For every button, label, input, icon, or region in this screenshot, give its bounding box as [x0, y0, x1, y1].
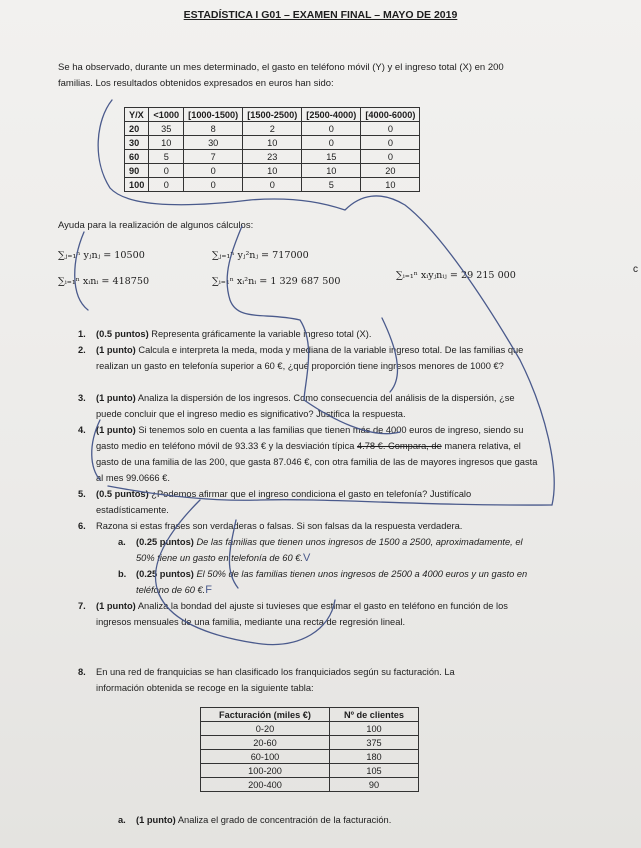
table-cell: 23 — [243, 150, 302, 164]
question-points: (0.5 puntos) — [96, 489, 149, 499]
question-4 — [78, 422, 538, 486]
table-row — [201, 750, 419, 764]
column-header: Facturación (miles €) — [201, 708, 330, 722]
table-cell: 0 — [184, 164, 243, 178]
table-cell: 5 — [149, 150, 184, 164]
question-6a — [118, 534, 538, 566]
question-text: El 50% de las familias tienen unos ingresos de 2500 a 4000 euros y un gasto en teléfono de 60 €. — [136, 569, 528, 595]
question-text: ¿Podemos afirmar que el ingreso condiciona el gasto en telefonía? Justifícalo estadísticamente. — [96, 489, 472, 515]
table-cell: 0 — [184, 178, 243, 192]
table-cell: 375 — [330, 736, 419, 750]
formula-sum-x: ∑ᵢ₌₁ⁿ xᵢnᵢ = 418750 — [58, 276, 150, 287]
struck-text: 4.78 €. Compara, de — [357, 441, 442, 451]
table-row — [201, 778, 419, 792]
table-cell: 30 — [184, 136, 243, 150]
question-8a — [118, 812, 538, 828]
table-row — [125, 178, 420, 192]
table-cell: 10 — [243, 136, 302, 150]
table-cell: 90 — [330, 778, 419, 792]
table-cell: 15 — [302, 150, 361, 164]
row-header-cell: 100 — [125, 178, 149, 192]
revenue-table — [200, 707, 419, 792]
table-cell: 0 — [149, 178, 184, 192]
question-text: De las familias que tienen unos ingresos de 1500 a 2500, aproximadamente, el 50% tiene un gasto en telefonía de 60 €. — [136, 537, 523, 563]
table-row — [201, 722, 419, 736]
intro-paragraph: Se ha observado, durante un mes determinado, el gasto en teléfono móvil (Y) y el ingreso total (X) en 200 familias. Los resultados obtenidos expresados en euros han sido: — [58, 62, 504, 89]
table-cell: 0 — [361, 136, 420, 150]
table-cell: 0 — [302, 136, 361, 150]
page-title: ESTADÍSTICA I G01 – EXAMEN FINAL – MAYO DE 2019 — [183, 9, 458, 21]
table-cell: 10 — [149, 136, 184, 150]
question-number: 2. — [78, 345, 86, 355]
pen-stroke — [75, 232, 88, 310]
table-cell: 105 — [330, 764, 419, 778]
table-cell: 35 — [149, 122, 184, 136]
column-header: [2500-4000) — [302, 108, 361, 122]
formula-sum-xy: ∑ᵢ₌₁ⁿ xᵢyⱼnᵢⱼ = 29 215 000 — [396, 270, 516, 281]
question-text: Analiza la bondad del ajuste si tuvieses que estimar el gasto en teléfono en función de los ingresos mensuales de una familia, mediante una recta de regresión lineal. — [96, 601, 508, 627]
question-2 — [78, 342, 538, 374]
question-number: 4. — [78, 425, 86, 435]
table-cell: 0 — [149, 164, 184, 178]
table-cell: 20-60 — [201, 736, 330, 750]
stray-mark: c — [633, 264, 638, 275]
question-number: 3. — [78, 393, 86, 403]
table-cell: 2 — [243, 122, 302, 136]
handwritten-answer-mark: V — [302, 552, 311, 564]
row-header-cell: 20 — [125, 122, 149, 136]
table-cell: 0 — [243, 178, 302, 192]
table-cell: 10 — [302, 164, 361, 178]
table-cell: 0 — [302, 122, 361, 136]
question-7 — [78, 598, 538, 630]
question-5 — [78, 486, 538, 518]
question-number: 8. — [78, 667, 86, 677]
column-header: Nº de clientes — [330, 708, 419, 722]
column-header: Y/X — [125, 108, 149, 122]
question-6 — [78, 518, 538, 534]
question-number: 1. — [78, 329, 86, 339]
question-points: (0.25 puntos) — [136, 537, 194, 547]
table-row — [201, 764, 419, 778]
table-row — [125, 136, 420, 150]
table-cell: 180 — [330, 750, 419, 764]
question-number: 6. — [78, 521, 86, 531]
table-row — [125, 164, 420, 178]
question-number: 7. — [78, 601, 86, 611]
question-number: 5. — [78, 489, 86, 499]
question-points: (1 punto) — [136, 815, 176, 825]
question-points: (0.5 puntos) — [96, 329, 149, 339]
table-cell: 100 — [330, 722, 419, 736]
question-3 — [78, 390, 538, 422]
table-row — [125, 122, 420, 136]
column-header: <1000 — [149, 108, 184, 122]
table-cell: 8 — [184, 122, 243, 136]
question-points: (0.25 puntos) — [136, 569, 194, 579]
question-points: (1 punto) — [96, 393, 136, 403]
formula-sum-y-squared: ∑ⱼ₌₁ⁿ yⱼ²nⱼ = 717000 — [212, 250, 309, 261]
row-header-cell: 60 — [125, 150, 149, 164]
table-cell: 0 — [361, 150, 420, 164]
question-text: Razona si estas frases son verdaderas o falsas. Si son falsas da la respuesta verdadera. — [96, 521, 463, 531]
table-cell: 20 — [361, 164, 420, 178]
question-6b — [118, 566, 538, 598]
table-cell: 10 — [361, 178, 420, 192]
column-header: [1500-2500) — [243, 108, 302, 122]
question-number: b. — [118, 569, 127, 579]
table-header-row — [201, 708, 419, 722]
question-points: (1 punto) — [96, 345, 136, 355]
row-header-cell: 30 — [125, 136, 149, 150]
question-text: Analiza la dispersión de los ingresos. Como consecuencia del análisis de la dispersión, ¿se puede concluir que el ingreso medio es significativo? Justifica la respuesta. — [96, 393, 515, 419]
table-cell: 60-100 — [201, 750, 330, 764]
table-cell: 0 — [361, 122, 420, 136]
table-header-row — [125, 108, 420, 122]
table-row — [125, 150, 420, 164]
question-text-continued: manera relativa, el gasto de una familia de las 200, que gasta 87.046 €, con otra familia de las de mayores ingresos que gasta al mes 99.0666 €. — [96, 441, 538, 483]
table-cell: 0-20 — [201, 722, 330, 736]
column-header: [4000-6000) — [361, 108, 420, 122]
question-text: En una red de franquicias se han clasificado los franquiciados según su facturación. La información obtenida se recoge en la siguiente tabla: — [96, 667, 455, 693]
table-cell: 200-400 — [201, 778, 330, 792]
formula-sum-y: ∑ⱼ₌₁ⁿ yⱼnⱼ = 10500 — [58, 250, 145, 261]
formula-sum-x-squared: ∑ᵢ₌₁ⁿ xᵢ²nᵢ = 1 329 687 500 — [212, 276, 341, 287]
question-points: (1 punto) — [96, 601, 136, 611]
table-cell: 100-200 — [201, 764, 330, 778]
question-text: Analiza el grado de concentración de la facturación. — [175, 815, 392, 825]
row-header-cell: 90 — [125, 164, 149, 178]
question-number: a. — [118, 537, 126, 547]
question-number: a. — [118, 815, 126, 825]
question-8 — [78, 664, 498, 696]
table-cell: 7 — [184, 150, 243, 164]
table-row — [201, 736, 419, 750]
joint-frequency-table — [124, 107, 420, 192]
column-header: [1000-1500) — [184, 108, 243, 122]
question-points: (1 punto) — [96, 425, 136, 435]
question-1 — [78, 326, 538, 342]
question-text: Representa gráficamente la variable ingreso total (X). — [148, 329, 372, 339]
question-text: Calcula e interpreta la meda, moda y mediana de la variable ingreso total. De las familias que realizan un gasto en telefonía superior a 60 €, ¿qué proporción tiene ingresos menores de 1000 €? — [96, 345, 524, 371]
table-cell: 10 — [243, 164, 302, 178]
question-text: Si tenemos solo en cuenta a las familias que tienen más de 4000 euros de ingreso, siendo su gasto medio en teléfono móvil de 93.33 € y la desviación típica — [96, 425, 524, 451]
handwritten-answer-mark: F — [205, 584, 213, 596]
calculation-help-heading: Ayuda para la realización de algunos cálculos: — [58, 220, 254, 231]
table-cell: 5 — [302, 178, 361, 192]
